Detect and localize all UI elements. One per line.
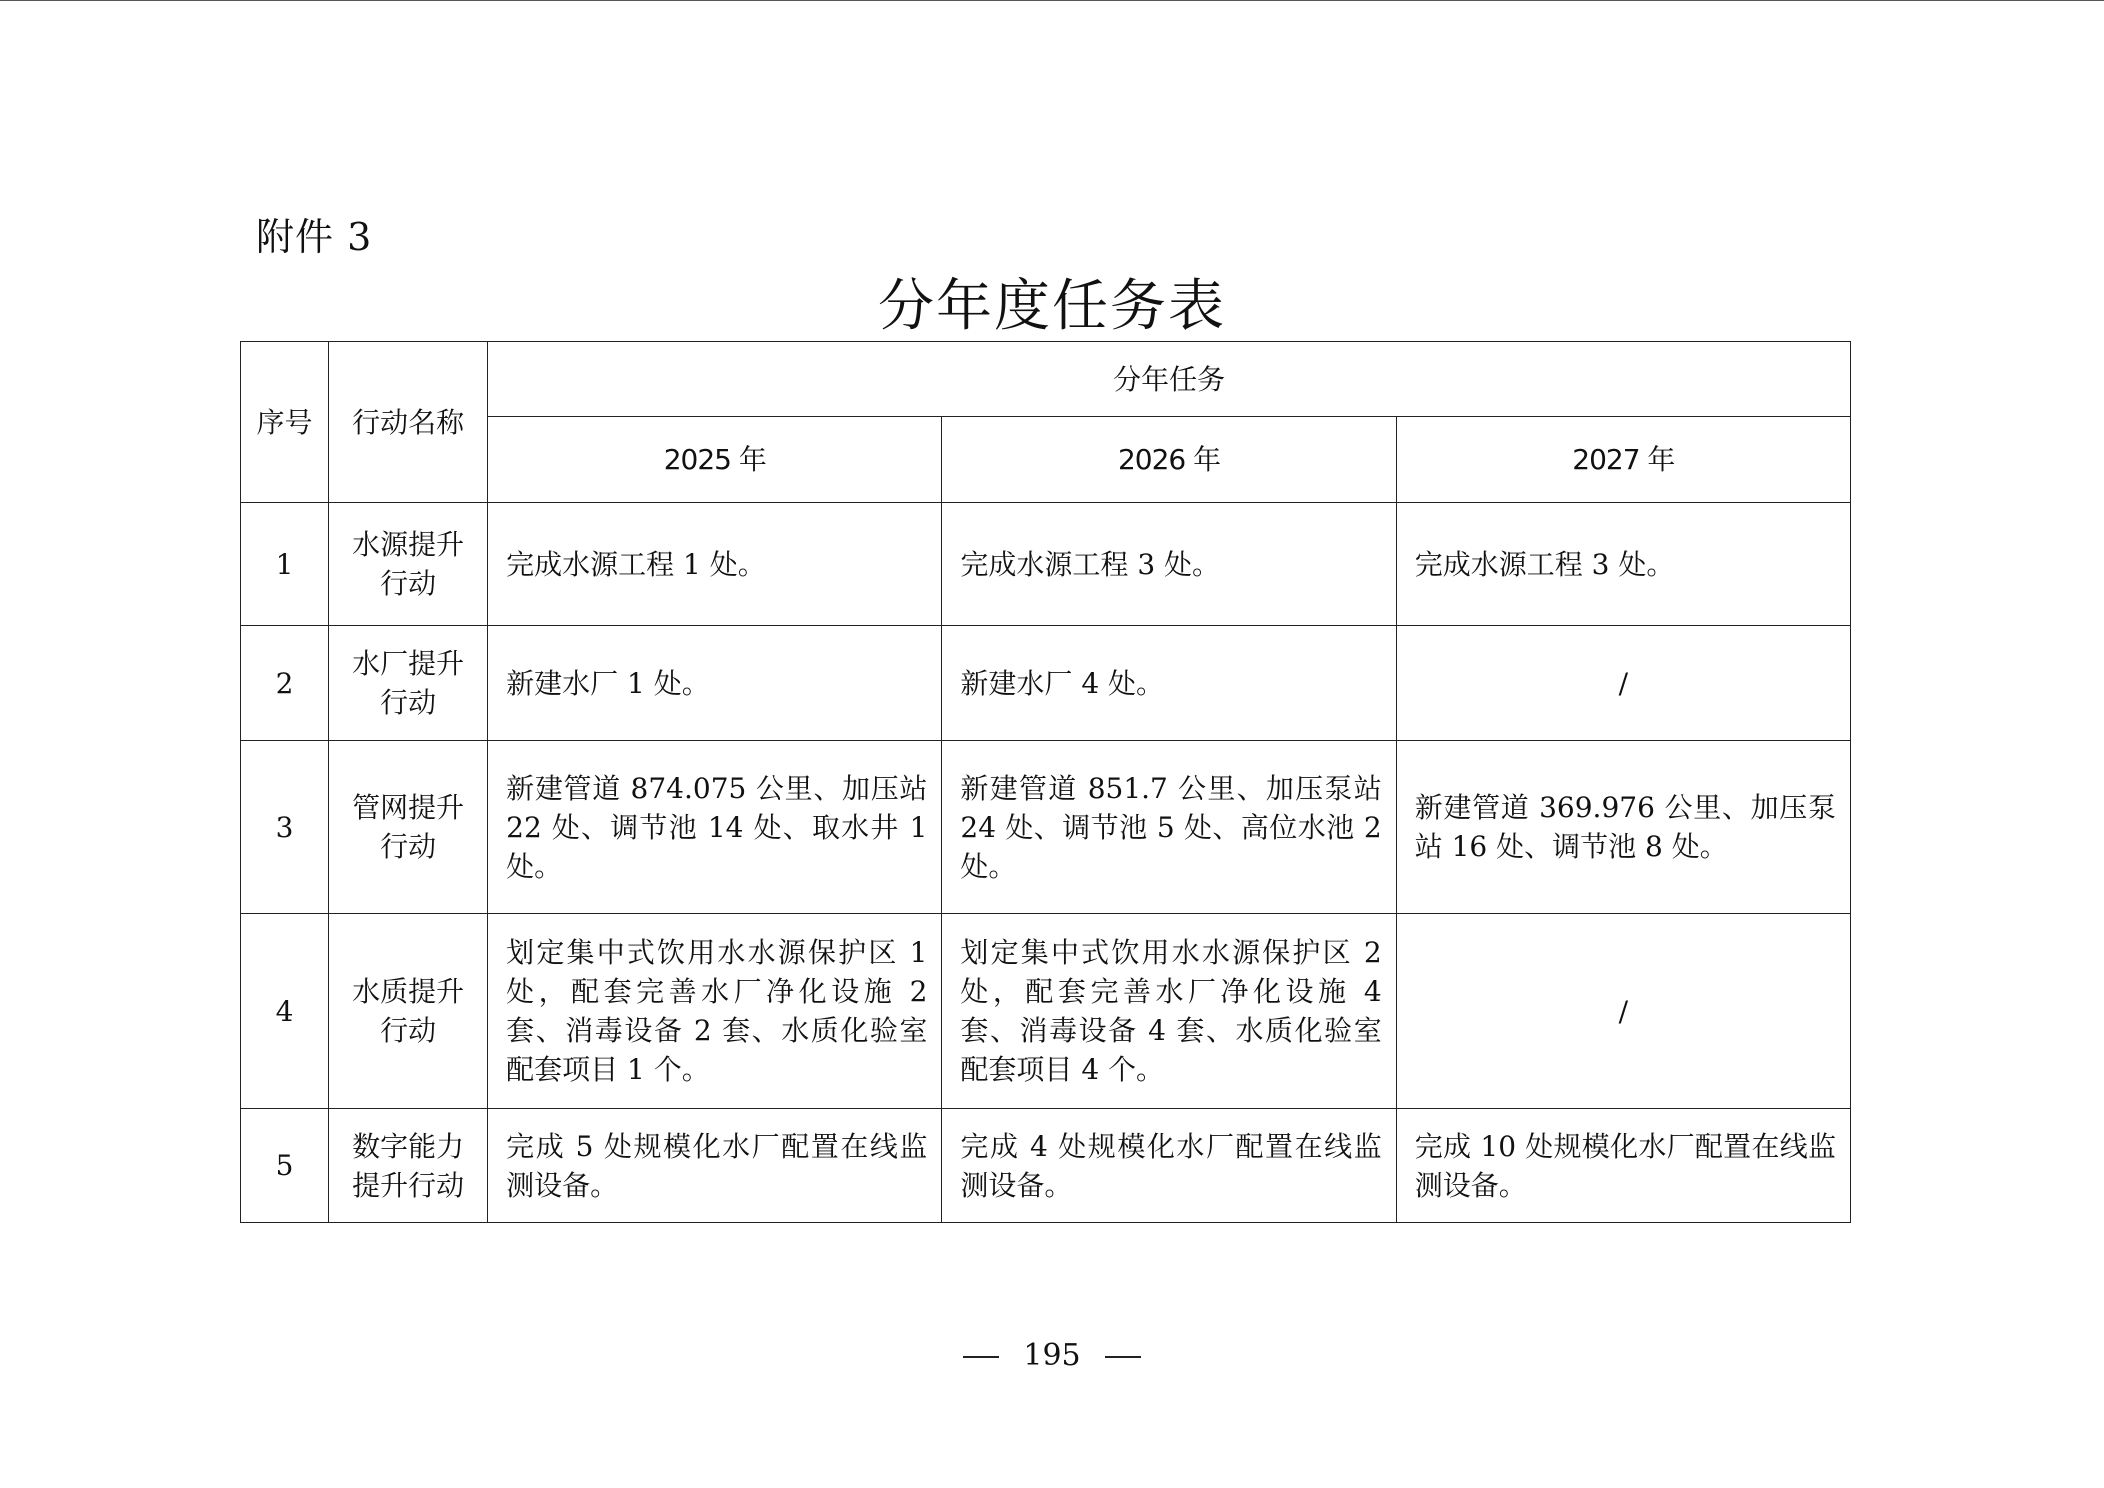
row-task-2025: 新建管道 874.075 公里、加压站 22 处、调节池 14 处、取水井 1 处。 [488,741,942,914]
header-year-2025: 2025 年 [488,417,942,503]
header-annual-tasks: 分年任务 [488,342,1851,417]
row-task-2026: 新建水厂 4 处。 [942,626,1396,741]
header-action-name: 行动名称 [329,342,488,503]
row-task-2026: 完成 4 处规模化水厂配置在线监测设备。 [942,1109,1396,1223]
table-row [241,914,1851,1109]
table-row [241,1109,1851,1223]
attachment-label: 附件 3 [256,215,373,259]
row-action-name: 水源提升行动 [329,503,488,626]
page-number-dash-right [1105,1356,1141,1358]
row-action-name: 管网提升行动 [329,741,488,914]
row-task-2025: 完成水源工程 1 处。 [488,503,942,626]
row-task-2027: 完成 10 处规模化水厂配置在线监测设备。 [1396,1109,1850,1223]
row-action-name: 数字能力提升行动 [329,1109,488,1223]
page-number-value: 195 [1023,1338,1081,1373]
row-task-2027: / [1396,626,1850,741]
row-task-2026: 新建管道 851.7 公里、加压泵站 24 处、调节池 5 处、高位水池 2 处。 [942,741,1396,914]
table-row [241,503,1851,626]
table-header-row [241,342,1851,417]
top-border-line [0,0,2104,1]
document-title: 分年度任务表 [878,274,1226,339]
page-number-dash-left [963,1356,999,1358]
row-index: 3 [241,741,329,914]
row-index: 5 [241,1109,329,1223]
row-task-2027: / [1396,914,1850,1109]
row-index: 4 [241,914,329,1109]
header-index: 序号 [241,342,329,503]
row-task-2025: 划定集中式饮用水水源保护区 1 处，配套完善水厂净化设施 2 套、消毒设备 2 套、水质化验室配套项目 1 个。 [488,914,942,1109]
row-action-name: 水厂提升行动 [329,626,488,741]
row-task-2025: 完成 5 处规模化水厂配置在线监测设备。 [488,1109,942,1223]
row-task-2026: 划定集中式饮用水水源保护区 2 处，配套完善水厂净化设施 4 套、消毒设备 4 套、水质化验室配套项目 4 个。 [942,914,1396,1109]
row-action-name: 水质提升行动 [329,914,488,1109]
row-index: 1 [241,503,329,626]
header-year-2026: 2026 年 [942,417,1396,503]
row-task-2027: 新建管道 369.976 公里、加压泵站 16 处、调节池 8 处。 [1396,741,1850,914]
row-task-2026: 完成水源工程 3 处。 [942,503,1396,626]
table-row [241,626,1851,741]
row-index: 2 [241,626,329,741]
annual-task-table [240,341,1851,1223]
row-task-2027: 完成水源工程 3 处。 [1396,503,1850,626]
table-row [241,741,1851,914]
page-number [0,1336,2104,1376]
header-year-2027: 2027 年 [1396,417,1850,503]
row-task-2025: 新建水厂 1 处。 [488,626,942,741]
